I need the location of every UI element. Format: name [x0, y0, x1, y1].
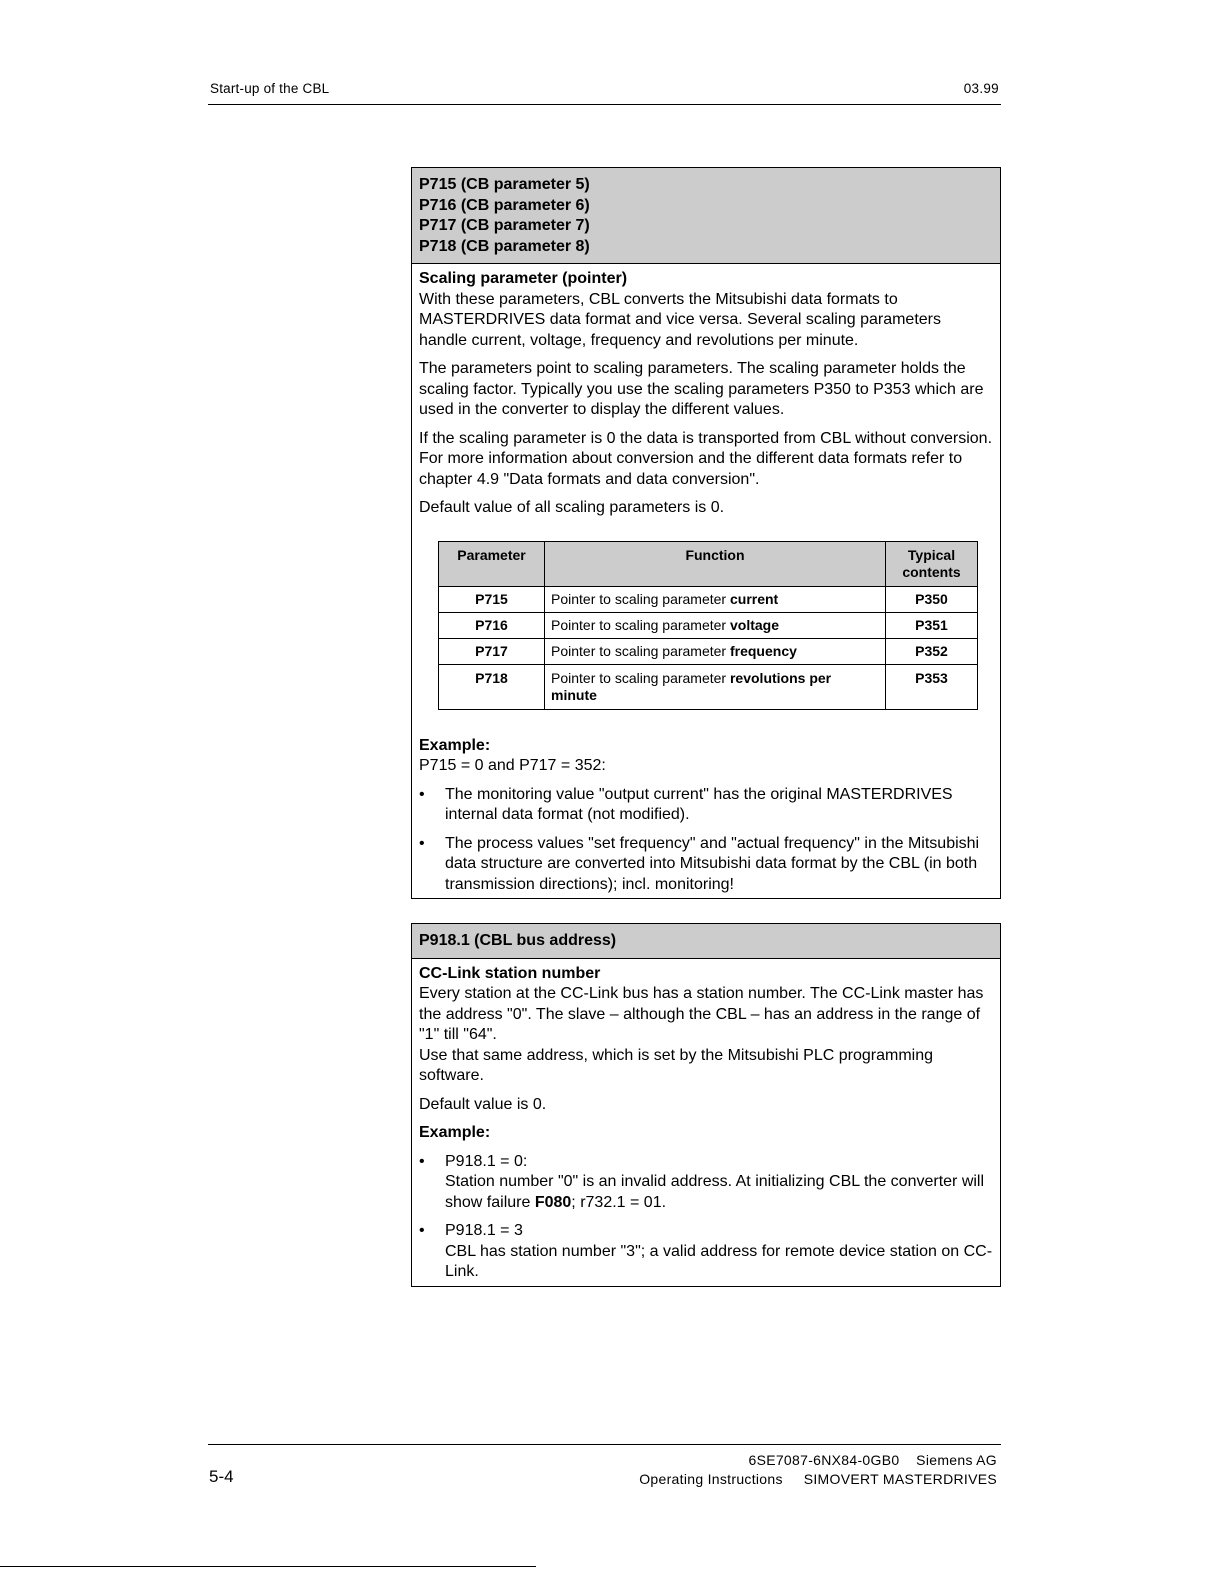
paragraph: Use that same address, which is set by the Mitsubishi PLC programming software. — [419, 1046, 933, 1084]
bullet-line: P918.1 = 3 — [445, 1222, 523, 1239]
parameter-box-head — [412, 168, 1000, 264]
cell-typical: P351 — [886, 612, 978, 638]
function-bold: frequency — [729, 642, 797, 659]
bullet-icon: • — [419, 785, 425, 803]
paragraph: Default value is 0. — [419, 1095, 547, 1113]
parameter-box-p715-p718 — [411, 167, 1001, 899]
function-text: Pointer to scaling parameter — [551, 616, 730, 633]
function-text: Pointer to scaling parameter — [551, 590, 730, 607]
function-text: Pointer to scaling parameter — [551, 642, 730, 659]
parameter-box-head — [412, 924, 1000, 959]
paragraph: If the scaling parameter is 0 the data is transported from CBL without conversion. For more information about conversion and the different data formats refer to chapter 4.9 "Data formats and data conversion". — [419, 429, 993, 488]
cell-parameter: P718 — [439, 664, 545, 709]
parameter-box-body — [412, 264, 1000, 898]
box-subtitle: Scaling parameter (pointer) — [419, 270, 628, 287]
cell-function — [545, 638, 886, 664]
example-label: Example: — [419, 736, 491, 754]
cell-parameter: P715 — [439, 586, 545, 612]
column-header-parameter: Parameter — [439, 541, 545, 586]
bullet-text: The process values "set frequency" and "actual frequency" in the Mitsubishi data structure are converted into Mitsubishi data format by the CBL (in both transmission directions); incl. monitoring! — [445, 834, 980, 893]
paragraph: Every station at the CC-Link bus has a station number. The CC-Link master has the address "0". The slave – although the CBL – has an address in the range of "1" till "64". — [419, 985, 984, 1043]
bullet-text: Station number "0" is an invalid address. At initializing CBL the converter will show failure — [445, 1173, 985, 1211]
bullet-icon: • — [419, 1152, 425, 1170]
bullet-item — [419, 1152, 993, 1214]
bullet-item — [419, 1221, 993, 1283]
cell-function — [545, 612, 886, 638]
table-row — [439, 612, 978, 638]
header-date: 03.99 — [963, 81, 999, 96]
column-header-typical: Typical contents — [886, 541, 978, 586]
bullet-line: CBL has station number "3"; a valid address for remote device station on CC-Link. — [445, 1242, 993, 1280]
function-bold: current — [729, 590, 779, 607]
cell-typical: P353 — [886, 664, 978, 709]
param-title-p715: P715 (CB parameter 5) — [419, 176, 590, 193]
scaling-parameter-table — [438, 541, 978, 710]
page-number: 5-4 — [209, 1467, 234, 1486]
parameter-box-body — [412, 959, 1000, 1286]
table-row — [439, 638, 978, 664]
bullet-item — [419, 834, 993, 896]
page-header — [208, 80, 1001, 105]
cell-function — [545, 586, 886, 612]
bullet-line — [445, 1172, 993, 1213]
cell-parameter: P717 — [439, 638, 545, 664]
bullet-item — [419, 785, 993, 826]
page-footer — [208, 1444, 1001, 1487]
bottom-divider — [0, 1566, 536, 1567]
param-title-p918: P918.1 (CBL bus address) — [419, 932, 617, 949]
box-subtitle: CC-Link station number — [419, 964, 601, 982]
bullet-icon: • — [419, 1222, 425, 1239]
paragraph: With these parameters, CBL converts the Mitsubishi data formats to MASTERDRIVES data format and vice versa. Several scaling parameters handle current, voltage, frequency and revolutions per minute. — [419, 290, 941, 349]
column-header-function: Function — [545, 541, 886, 586]
example-label: Example: — [419, 1124, 491, 1141]
footer-document-title: Operating Instructions SIMOVERT MASTERDRIVES — [639, 1471, 997, 1487]
header-section-title: Start-up of the CBL — [210, 81, 330, 96]
table-header-row — [439, 541, 978, 586]
function-text: Pointer to scaling parameter — [551, 669, 730, 686]
bullet-icon: • — [419, 834, 425, 852]
bullet-text: ; r732.1 = 01. — [571, 1193, 667, 1211]
paragraph: Default value of all scaling parameters is 0. — [419, 499, 725, 516]
paragraph: The parameters point to scaling parameters. The scaling parameter holds the scaling factor. Typically you use the scaling parameters P350 to P353 which are used in the converter to display the different values. — [419, 360, 984, 418]
function-bold: voltage — [729, 616, 779, 633]
failure-code: F080 — [534, 1193, 572, 1211]
bullet-text: The monitoring value "output current" has the original MASTERDRIVES internal data format (not modified). — [445, 785, 953, 823]
bullet-line: P918.1 = 0: — [445, 1152, 528, 1170]
footer-order-number: 6SE7087-6NX84-0GB0 Siemens AG — [748, 1452, 997, 1468]
table-row — [439, 664, 978, 709]
function-bold: revolutions per minute — [551, 669, 832, 703]
param-title-p716: P716 (CB parameter 6) — [419, 196, 590, 214]
param-title-p717: P717 (CB parameter 7) — [419, 217, 590, 234]
cell-typical: P350 — [886, 586, 978, 612]
cell-parameter: P716 — [439, 612, 545, 638]
example-line: P715 = 0 and P717 = 352: — [419, 757, 606, 774]
parameter-box-p918 — [411, 923, 1001, 1287]
table-row — [439, 586, 978, 612]
param-title-p718: P718 (CB parameter 8) — [419, 237, 590, 255]
cell-function — [545, 664, 886, 709]
cell-typical: P352 — [886, 638, 978, 664]
